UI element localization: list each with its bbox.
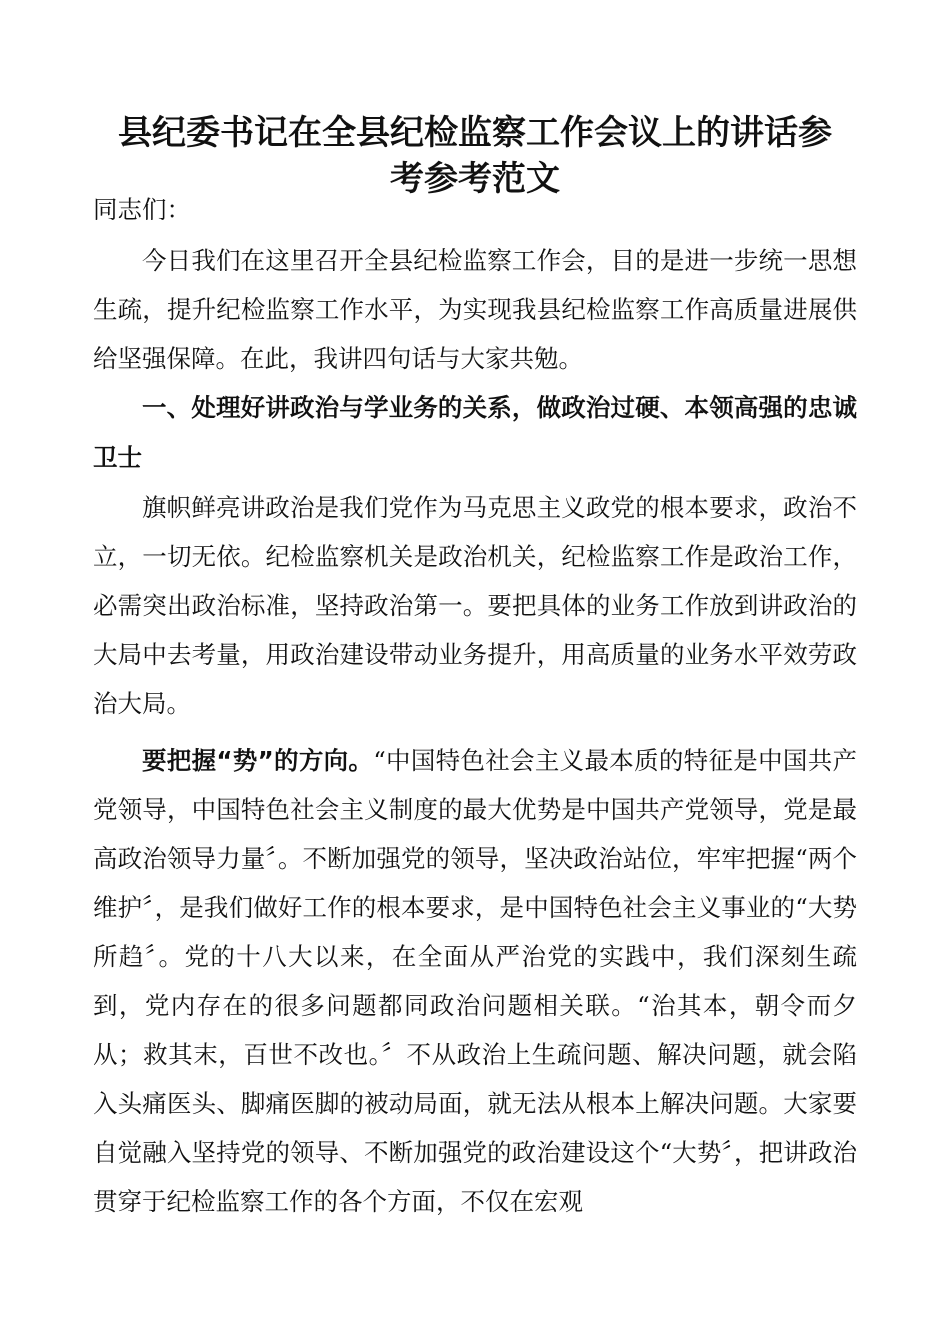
greeting: 同志们： xyxy=(93,195,191,224)
section-heading-1: 一、处理好讲政治与学业务的关系，做政治过硬、本领高强的忠诚卫士 xyxy=(93,393,857,472)
body-paragraph-2 xyxy=(93,736,857,1226)
title-line-2: 考参考范文 xyxy=(390,159,560,199)
paragraph-lead: 要把握“势”的方向。 xyxy=(142,746,374,775)
body-paragraph-1: 旗帜鲜亮讲政治是我们党作为马克思主义政党的根本要求，政治不立，一切无依。纪检监察机关是政治机关，纪检监察工作是政治工作，必需突出政治标准，坚持政治第一。要把具体的业务工作放到讲政治的大局中去考量，用政治建设带动业务提升，用高质量的业务水平效劳政治大局。 xyxy=(93,493,857,718)
title-line-1: 县纪委书记在全县纪检监察工作会议上的讲话参 xyxy=(118,113,832,153)
intro-paragraph: 今日我们在这里召开全县纪检监察工作会，目的是进一步统一思想生疏，提升纪检监察工作水平，为实现我县纪检监察工作高质量进展供给坚强保障。在此，我讲四句话与大家共勉。 xyxy=(93,246,857,373)
document-body xyxy=(93,185,857,1226)
paragraph-text: “中国特色社会主义最本质的特征是中国共产党领导，中国特色社会主义制度的最大优势是中国共产党领导，党是最高政治领导力量〞。不断加强党的领导，坚决政治站位，牢牢把握“两个维护〞，是我们做好工作的根本要求，是中国特色社会主义事业的“大势所趋〞。党的十八大以来，在全面从严治党的实践中，我们深刻生疏到，党内存在的很多问题都同政治问题相关联。“治其本，朝令而夕从；救其末，百世不改也。〞不从政治上生疏问题、解决问题，就会陷入头痛医头、脚痛医脚的被动局面，就无法从根本上解决问题。大家要自觉融入坚持党的领导、不断加强党的政治建设这个“大势〞，把讲政治贯穿于纪检监察工作的各个方面，不仅在宏观 xyxy=(93,746,857,1216)
